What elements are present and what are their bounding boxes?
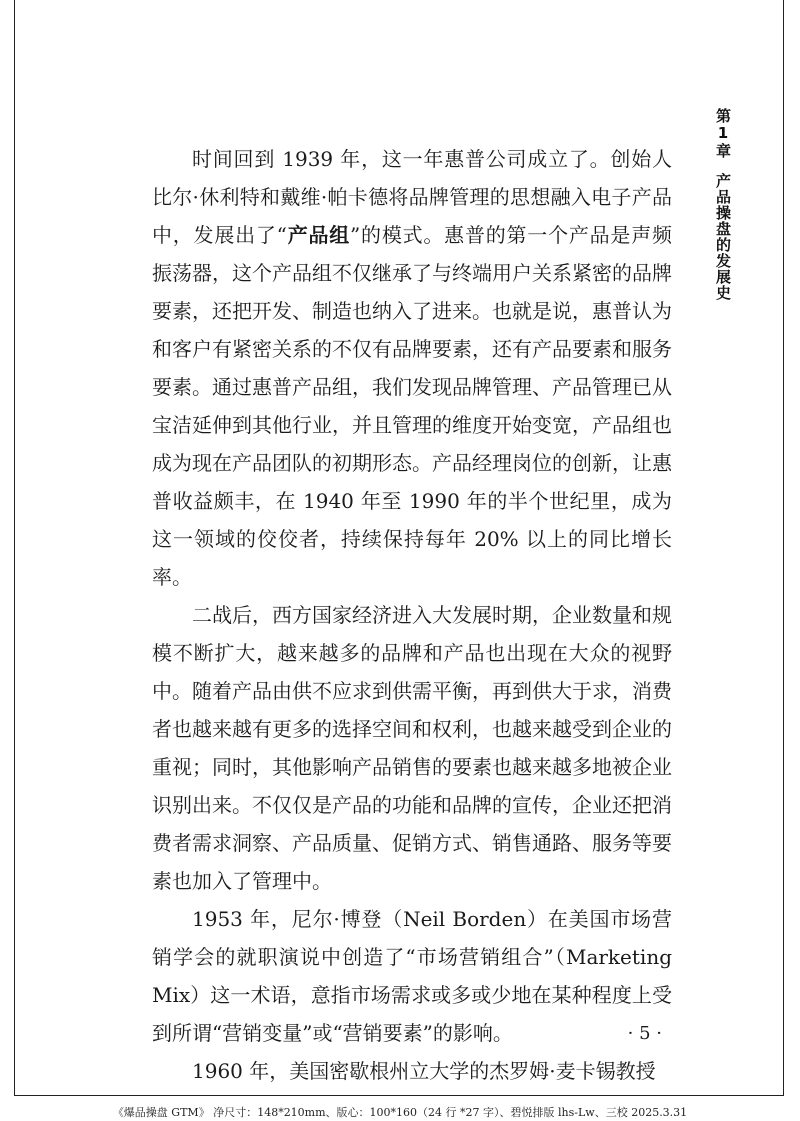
body-text [152,140,672,1090]
paragraph-4: 1960 年，美国密歇根州立大学的杰罗姆·麦卡锡教授 [192,1059,656,1083]
paragraph-1 [152,140,672,596]
print-info-footer: 《爆品操盘 GTM》 净尺寸：148*210mm、版心：100*160（24 行 *27 字）、碧悦排版 lhs-Lw、三校 2025.3.31 [112,1106,688,1119]
paragraph-1-end: ”的模式。惠普的第一个产品是声频振荡器，这个产品组不仅继承了与终端用户关系紧密的品牌要素，还把开发、制造也纳入了进来。也就是说，惠普认为和客户有紧密关系的不仅有品牌要素，还有产品要素和服务要素。通过惠普产品组，我们发现品牌管理、产品管理已从宝洁延伸到其他行业，并且管理的维度开始变宽，产品组也成为现在产品团队的初期形态。产品经理岗位的创新，让惠普收益颇丰，在 1940 年至 1990 年的半个世纪里，成为这一领域的佼佼者，持续保持每年 20% 以上的同比增长率。 [152,223,672,589]
chapter-side-tab [702,108,732,301]
bold-term: 产品组 [286,223,351,247]
paragraph-1-start: 时间回到 1939 年，这一年惠普公司成立了。创始人比尔·休利特和戴维·帕卡德将品牌管理的思想融入电子产品中，发展出了“ [152,147,672,247]
paragraph-3: 1953 年，尼尔·博登（Neil Borden）在美国市场营销学会的就职演说中创造了“市场营销组合”（Marketing Mix）这一术语，意指市场需求或多或少地在某种程度上受到所谓“营销变量”或“营销要素”的影响。 [152,907,672,1045]
chapter-title: 产品操盘的发展史 [714,173,732,301]
paragraph-2: 二战后，西方国家经济进入大发展时期，企业数量和规模不断扩大，越来越多的品牌和产品也出现在大众的视野中。随着产品由供不应求到供需平衡，再到供大于求，消费者也越来越有更多的选择空间和权利，也越来越受到企业的重视；同时，其他影响产品销售的要素也越来越多地被企业识别出来。不仅仅是产品的功能和品牌的宣传，企业还把消费者需求洞察、产品质量、促销方式、销售通路、服务等要素也加入了管理中。 [152,603,672,893]
chapter-number: 第1章 [714,108,732,159]
page-number: · 5 · [627,1023,662,1044]
